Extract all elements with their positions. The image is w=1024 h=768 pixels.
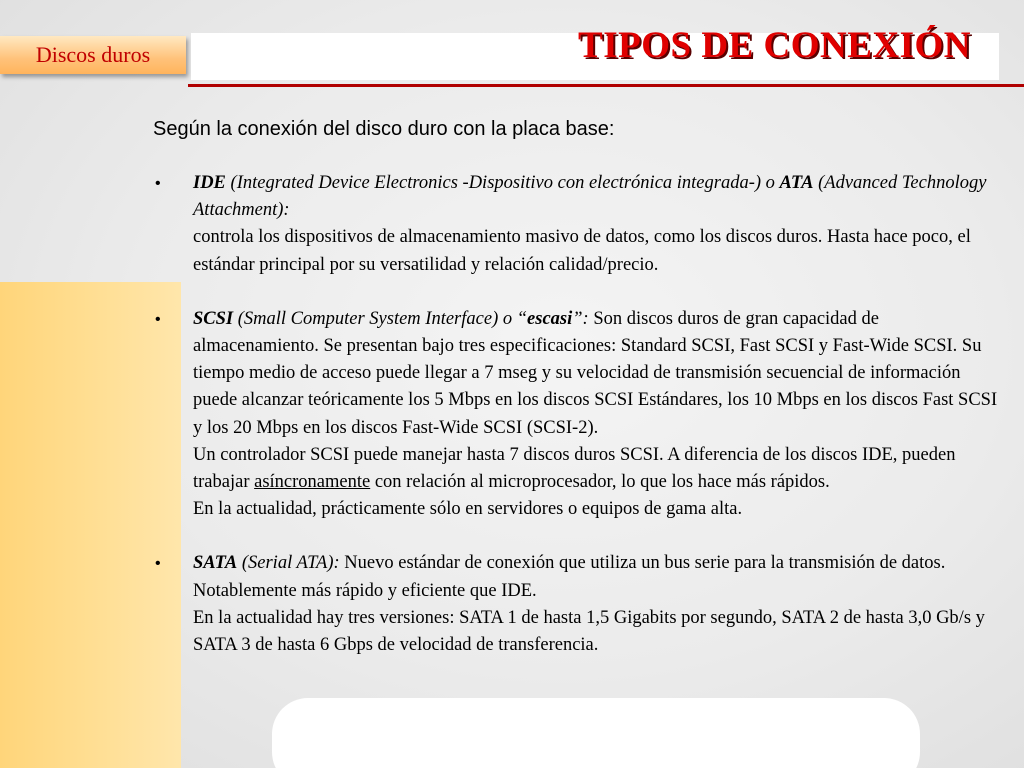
- bullet-term: SCSI: [193, 308, 234, 329]
- bullet-paragraph: En la actualidad, prácticamente sólo en servidores o equipos de gama alta.: [193, 499, 743, 520]
- bullet-text: Un controlador SCSI puede manejar hasta 7 discos duros SCSI. A diferencia de los discos IDE, pueden trabajar: [193, 444, 956, 493]
- bullet-desc: ”:: [572, 308, 589, 329]
- bullet-body: controla los dispositivos de almacenamiento masivo de datos, como los discos duros. Hasta hace poco, el estándar principal por su versatilidad y relación calidad/precio.: [193, 227, 971, 275]
- bullet-marker: •: [155, 555, 161, 573]
- bullet-desc: (Small Computer System Interface) o “: [233, 308, 528, 329]
- bullet-term-secondary: ATA: [779, 173, 814, 193]
- page-title: TIPOS DE CONEXIÓN: [578, 25, 971, 66]
- bullet-desc: (Advanced Technology Attachment):: [193, 173, 987, 221]
- bullet-desc: (Serial ATA):: [237, 553, 340, 574]
- section-badge-label: Discos duros: [35, 42, 151, 67]
- bullet-ide: [153, 170, 1003, 279]
- bullet-lead: Son discos duros de gran capacidad de almacenamiento. Se presentan bajo tres especificaciones: Standard SCSI, Fast SCSI y Fast-Wide SCSI. Su tiempo medio de acceso puede llegar a 7 mseg y su velocidad de transmisión secuencial de información puede alcanzar teóricamente los 5 Mbps en los discos SCSI Estándares, los 10 Mbps en los discos Fast SCSI y los 20 Mbps en los discos Fast-Wide SCSI (SCSI-2).: [193, 308, 998, 438]
- underlined-term: asíncronamente: [254, 472, 371, 493]
- bullet-term: IDE: [193, 173, 226, 193]
- bullet-text: con relación al microprocesador, lo que los hace más rápidos.: [370, 472, 830, 493]
- bullet-scsi: [153, 306, 1003, 524]
- bullet-term-secondary: escasi: [527, 308, 573, 329]
- section-badge: [0, 36, 186, 74]
- title-underline: [188, 84, 1024, 87]
- bullet-paragraph: En la actualidad hay tres versiones: SATA 1 de hasta 1,5 Gigabits por segundo, SATA 2 de hasta 3,0 Gb/s y SATA 3 de hasta 6 Gbps de velocidad de transferencia.: [193, 607, 985, 656]
- slide-content: [153, 116, 1003, 686]
- bullet-marker: •: [155, 175, 161, 192]
- bullet-sata: [153, 550, 1003, 659]
- decorative-bottom-shape: [272, 698, 920, 768]
- bullet-marker: •: [155, 310, 161, 328]
- intro-text: Según la conexión del disco duro con la placa base:: [153, 118, 615, 140]
- bullet-term: SATA: [193, 553, 238, 574]
- bullet-paragraph: [193, 442, 1003, 496]
- bullet-desc: (Integrated Device Electronics -Dispositivo con electrónica integrada-) o: [225, 173, 780, 193]
- bullet-lead: Nuevo estándar de conexión que utiliza un bus serie para la transmisión de datos. Notablemente más rápido y eficiente que IDE.: [193, 553, 946, 601]
